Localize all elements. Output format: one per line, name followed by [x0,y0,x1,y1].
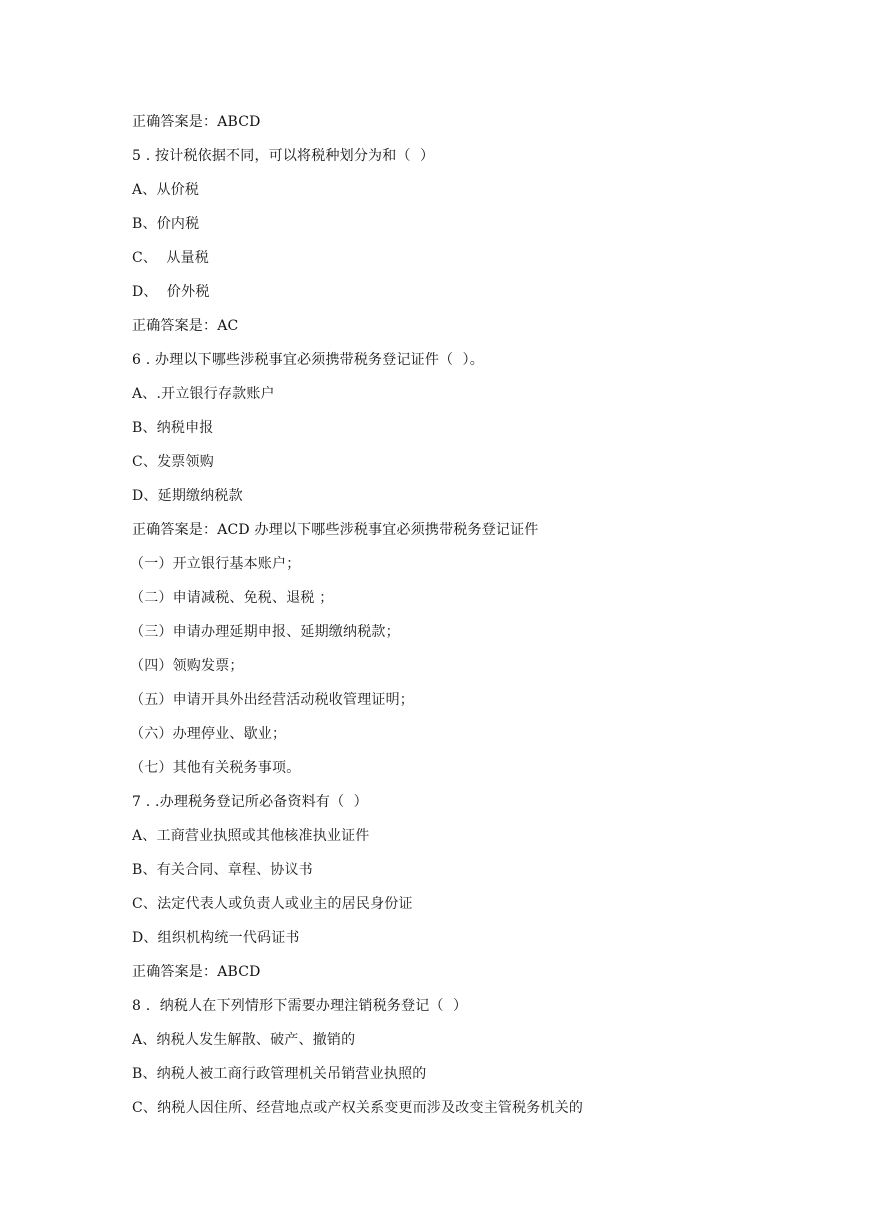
explanation-item: （五）申请开具外出经营活动税收管理证明； [130,692,414,708]
question-7: 7 . .办理税务登记所必备资料有（ ） [132,794,368,810]
answer-line: 正确答案是：AC [132,318,239,334]
explanation-item: （四）领购发票； [130,658,244,674]
question-5: 5 . 按计税依据不同，可以将税种划分为和（ ） [132,148,435,164]
option-line: B、价内税 [132,216,200,232]
option-line: D、延期缴纳税款 [132,488,243,504]
explanation-item: （一）开立银行基本账户； [130,556,301,572]
option-line: B、有关合同、章程、协议书 [132,862,313,878]
option-line: D、 价外税 [132,284,210,300]
explanation-item: （七）其他有关税务事项。 [130,760,301,776]
explanation-item: （三）申请办理延期申报、延期缴纳税款； [130,624,400,640]
answer-line: 正确答案是：ABCD [132,114,261,130]
option-line: C、 从量税 [132,250,210,266]
answer-line: 正确答案是：ABCD [132,964,261,980]
question-8: 8 . 纳税人在下列情形下需要办理注销税务登记（ ） [132,998,468,1014]
option-line: C、纳税人因住所、经营地点或产权关系变更而涉及改变主管税务机关的 [132,1100,584,1116]
answer-line: 正确答案是：ACD 办理以下哪些涉税事宜必须携带税务登记证件 [132,522,539,538]
option-line: B、纳税申报 [132,420,214,436]
option-line: A、.开立银行存款账户 [132,386,275,402]
explanation-item: （二）申请减税、免税、退税 ； [130,590,334,606]
option-line: C、发票领购 [132,454,214,470]
option-line: A、工商营业执照或其他核准执业证件 [132,828,370,844]
option-line: A、从价税 [132,182,200,198]
explanation-item: （六）办理停业、歇业； [130,726,287,742]
document-body [132,112,832,1132]
question-6: 6 . 办理以下哪些涉税事宜必须携带税务登记证件（ ）。 [132,352,484,368]
option-line: A、纳税人发生解散、破产、撤销的 [132,1032,356,1048]
option-line: B、纳税人被工商行政管理机关吊销营业执照的 [132,1066,427,1082]
option-line: C、法定代表人或负责人或业主的居民身份证 [132,896,413,912]
option-line: D、组织机构统一代码证书 [132,930,300,946]
